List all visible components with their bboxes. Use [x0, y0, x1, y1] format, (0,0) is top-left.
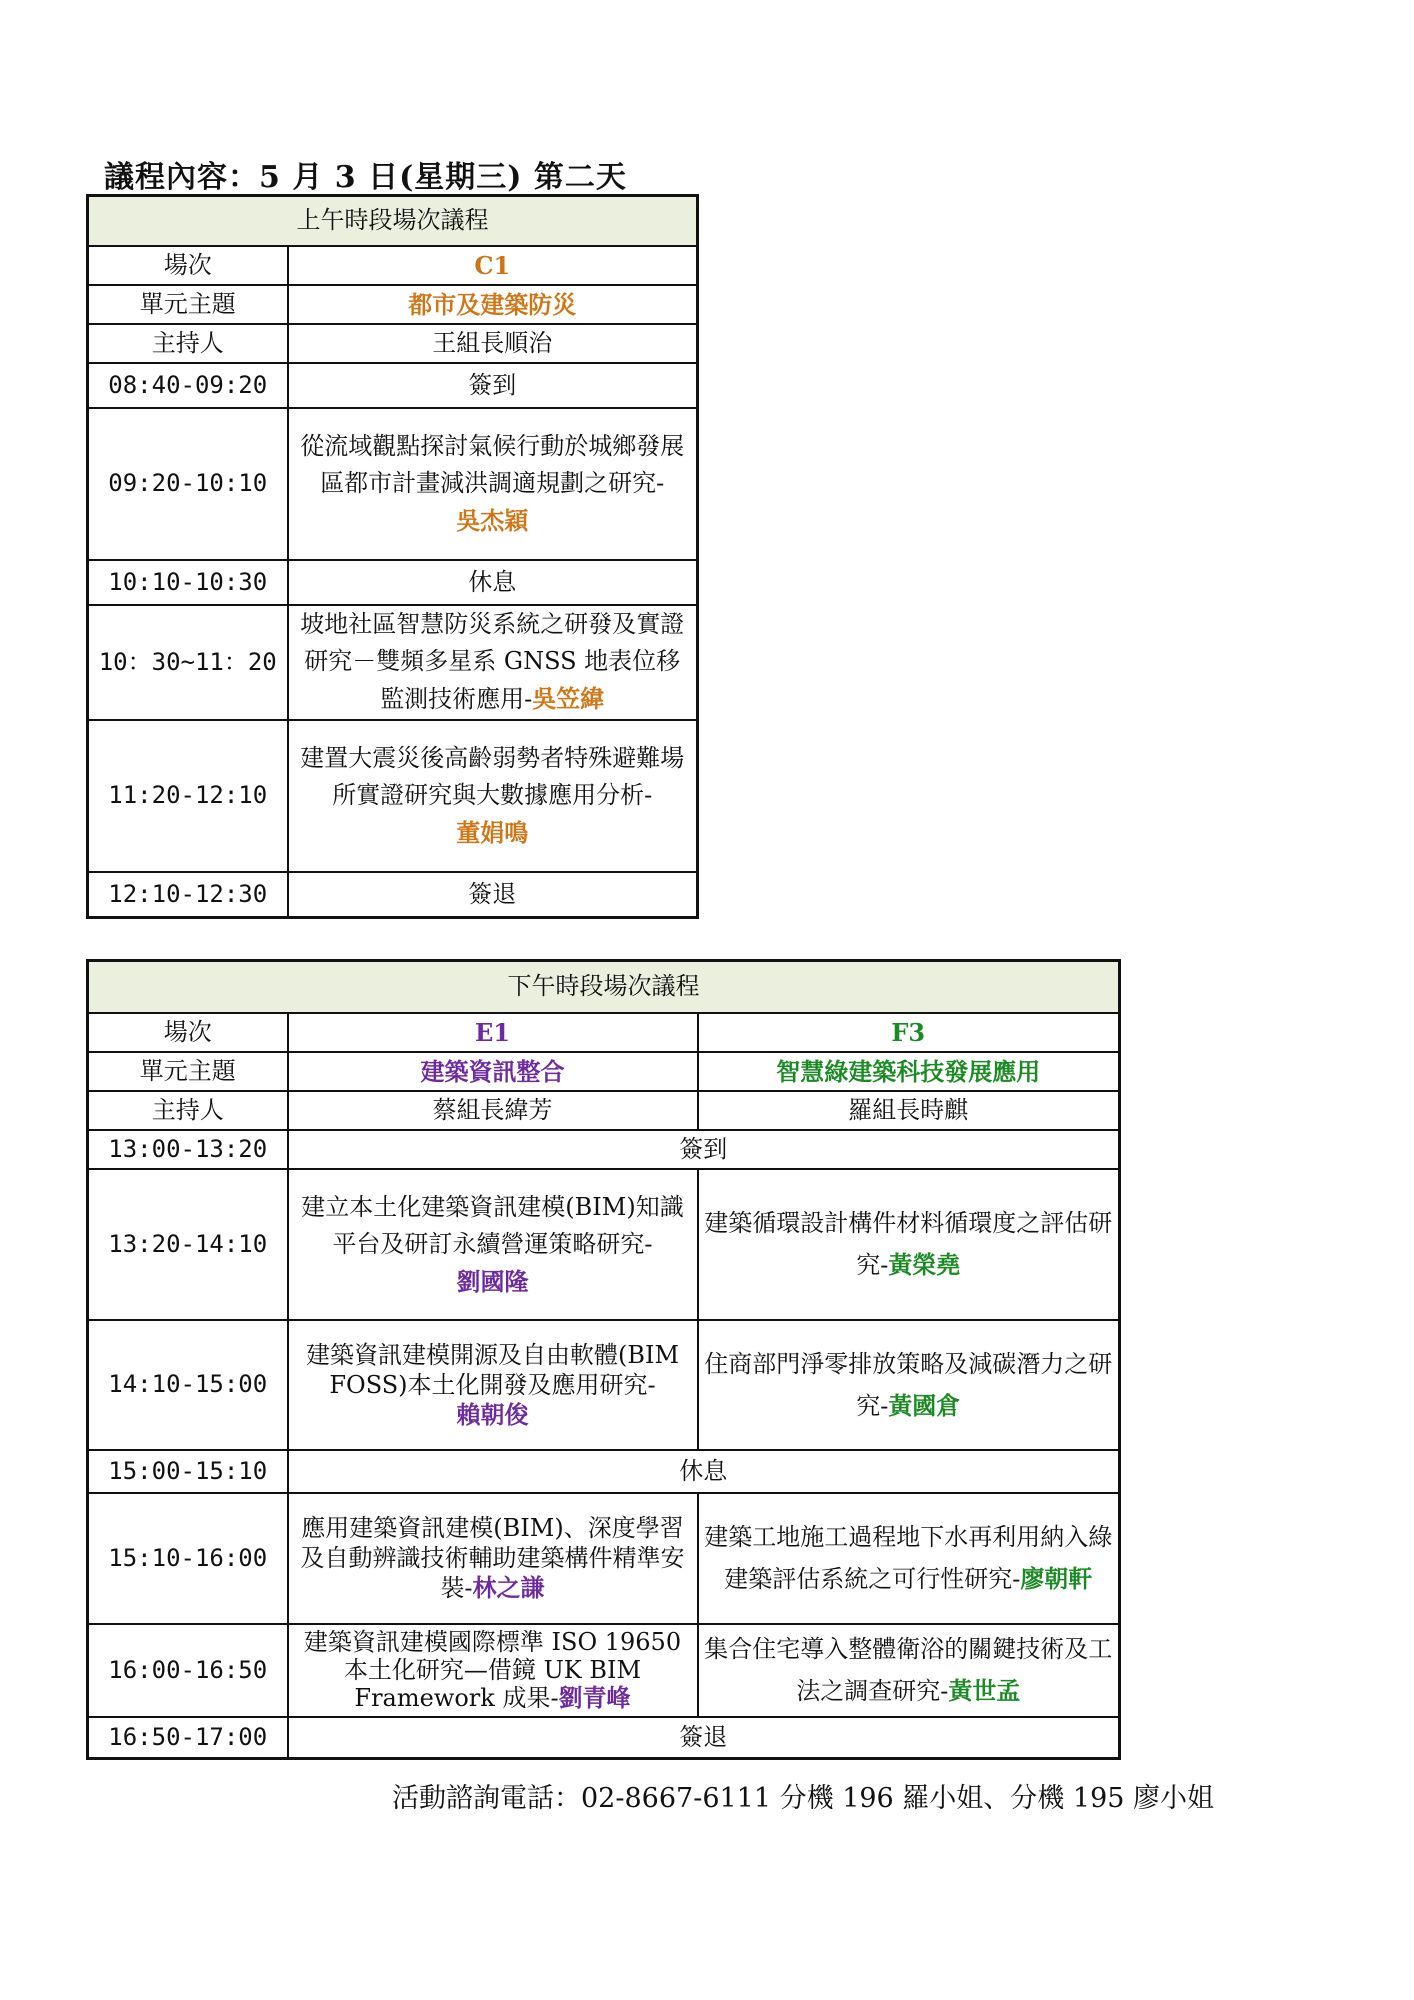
- talk-title: 集合住宅導入整體衛浴的關鍵技術及工法之調查研究-: [704, 1635, 1113, 1705]
- agenda-item: 簽退: [288, 1717, 1120, 1759]
- speaker-name: 賴朝俊: [456, 1399, 529, 1429]
- session-host: 王組長順治: [288, 324, 698, 363]
- talk-title: 建置大震災後高齡弱勢者特殊避難場所實證研究與大數據應用分析-: [300, 744, 685, 809]
- table-row: [88, 872, 698, 918]
- speaker-name: 黃榮堯: [888, 1250, 961, 1279]
- agenda-item: 簽到: [288, 363, 698, 408]
- table-row: [88, 363, 698, 408]
- talk-title: 建築資訊建模國際標準 ISO 19650 本土化研究—借鏡 UK BIM Framework 成果-: [303, 1628, 682, 1712]
- table-row: [88, 605, 698, 720]
- talk-title: 住商部門淨零排放策略及減碳潛力之研究-: [704, 1349, 1113, 1420]
- session-theme: 都市及建築防災: [288, 285, 698, 324]
- time-slot: 16:00-16:50: [88, 1624, 288, 1717]
- time-slot: 16:50-17:00: [88, 1717, 288, 1759]
- e1-agenda-item: [288, 1169, 698, 1320]
- speaker-name: 廖朝軒: [1020, 1564, 1093, 1593]
- time-slot: 15:00-15:10: [88, 1450, 288, 1493]
- speaker-name: 董娟鳴: [456, 818, 529, 847]
- f3-agenda-item: [698, 1493, 1120, 1624]
- page-title: 議程內容：5 月 3 日(星期三) 第二天: [104, 160, 627, 195]
- agenda-item: [288, 605, 698, 720]
- speaker-name: 黃世孟: [948, 1676, 1021, 1705]
- talk-title: 坡地社區智慧防災系統之研發及實證研究－雙頻多星系 GNSS 地表位移監測技術應用-: [300, 610, 685, 713]
- e1-agenda-item: [288, 1624, 698, 1717]
- time-slot: 13:00-13:20: [88, 1130, 288, 1169]
- table-row: [88, 408, 698, 560]
- talk-title: 應用建築資訊建模(BIM)、深度學習及自動辨識技術輔助建築構件精準安裝-: [300, 1514, 685, 1602]
- table-row: [88, 1493, 1120, 1624]
- agenda-item: 休息: [288, 560, 698, 605]
- table-row: [88, 720, 698, 872]
- session-code: C1: [288, 246, 698, 285]
- time-slot: 11:20-12:10: [88, 720, 288, 872]
- talk-title: 建築工地施工過程地下水再利用納入綠建築評估系統之可行性研究-: [704, 1523, 1113, 1593]
- table-row: [88, 1320, 1120, 1450]
- session-theme-e1: 建築資訊整合: [288, 1052, 698, 1091]
- time-slot: 15:10-16:00: [88, 1493, 288, 1624]
- session-label: 場次: [88, 1013, 288, 1052]
- time-slot: 10：30~11：20: [88, 605, 288, 720]
- afternoon-agenda-table: [86, 959, 1121, 1760]
- host-label: 主持人: [88, 324, 288, 363]
- agenda-item: 簽到: [288, 1130, 1120, 1169]
- e1-agenda-item: [288, 1320, 698, 1450]
- f3-agenda-item: [698, 1169, 1120, 1320]
- talk-title: 建築循環設計構件材料循環度之評估研究-: [704, 1209, 1113, 1279]
- speaker-name: 黃國倉: [888, 1390, 961, 1420]
- talk-title: 建築資訊建模開源及自由軟體(BIM FOSS)本土化開發及應用研究-: [305, 1340, 680, 1399]
- time-slot: 10:10-10:30: [88, 560, 288, 605]
- theme-label: 單元主題: [88, 285, 288, 324]
- talk-title: 建立本土化建築資訊建模(BIM)知識平台及研訂永續營運策略研究-: [301, 1192, 684, 1258]
- table-row: [88, 560, 698, 605]
- talk-title: 從流域觀點探討氣候行動於城鄉發展區都市計畫減洪調適規劃之研究-: [300, 432, 685, 497]
- table-row: [88, 1450, 1120, 1493]
- agenda-item: 簽退: [288, 872, 698, 918]
- session-host-f3: 羅組長時麒: [698, 1091, 1120, 1130]
- time-slot: 13:20-14:10: [88, 1169, 288, 1320]
- session-code-e1: E1: [288, 1013, 698, 1052]
- morning-agenda-table: [86, 194, 699, 919]
- time-slot: 09:20-10:10: [88, 408, 288, 560]
- afternoon-header: 下午時段場次議程: [88, 961, 1120, 1013]
- session-theme-f3: 智慧綠建築科技發展應用: [698, 1052, 1120, 1091]
- time-slot: 14:10-15:00: [88, 1320, 288, 1450]
- speaker-name: 吳杰穎: [456, 506, 529, 535]
- session-host-e1: 蔡組長緯芳: [288, 1091, 698, 1130]
- agenda-item: 休息: [288, 1450, 1120, 1493]
- time-slot: 12:10-12:30: [88, 872, 288, 918]
- speaker-name: 吳笠緯: [532, 684, 605, 713]
- f3-agenda-item: [698, 1624, 1120, 1717]
- agenda-item: [288, 408, 698, 560]
- agenda-item: [288, 720, 698, 872]
- host-label: 主持人: [88, 1091, 288, 1130]
- e1-agenda-item: [288, 1493, 698, 1624]
- theme-label: 單元主題: [88, 1052, 288, 1091]
- session-code-f3: F3: [698, 1013, 1120, 1052]
- table-row: [88, 1717, 1120, 1759]
- time-slot: 08:40-09:20: [88, 363, 288, 408]
- table-row: [88, 1130, 1120, 1169]
- contact-info: 活動諮詢電話：02-8667-6111 分機 196 羅小姐、分機 195 廖小姐: [392, 1783, 1215, 1814]
- table-row: [88, 1169, 1120, 1320]
- session-label: 場次: [88, 246, 288, 285]
- speaker-name: 劉青峰: [558, 1683, 631, 1712]
- morning-header: 上午時段場次議程: [88, 196, 698, 246]
- speaker-name: 劉國隆: [456, 1266, 529, 1296]
- table-row: [88, 1624, 1120, 1717]
- speaker-name: 林之謙: [472, 1573, 545, 1602]
- f3-agenda-item: [698, 1320, 1120, 1450]
